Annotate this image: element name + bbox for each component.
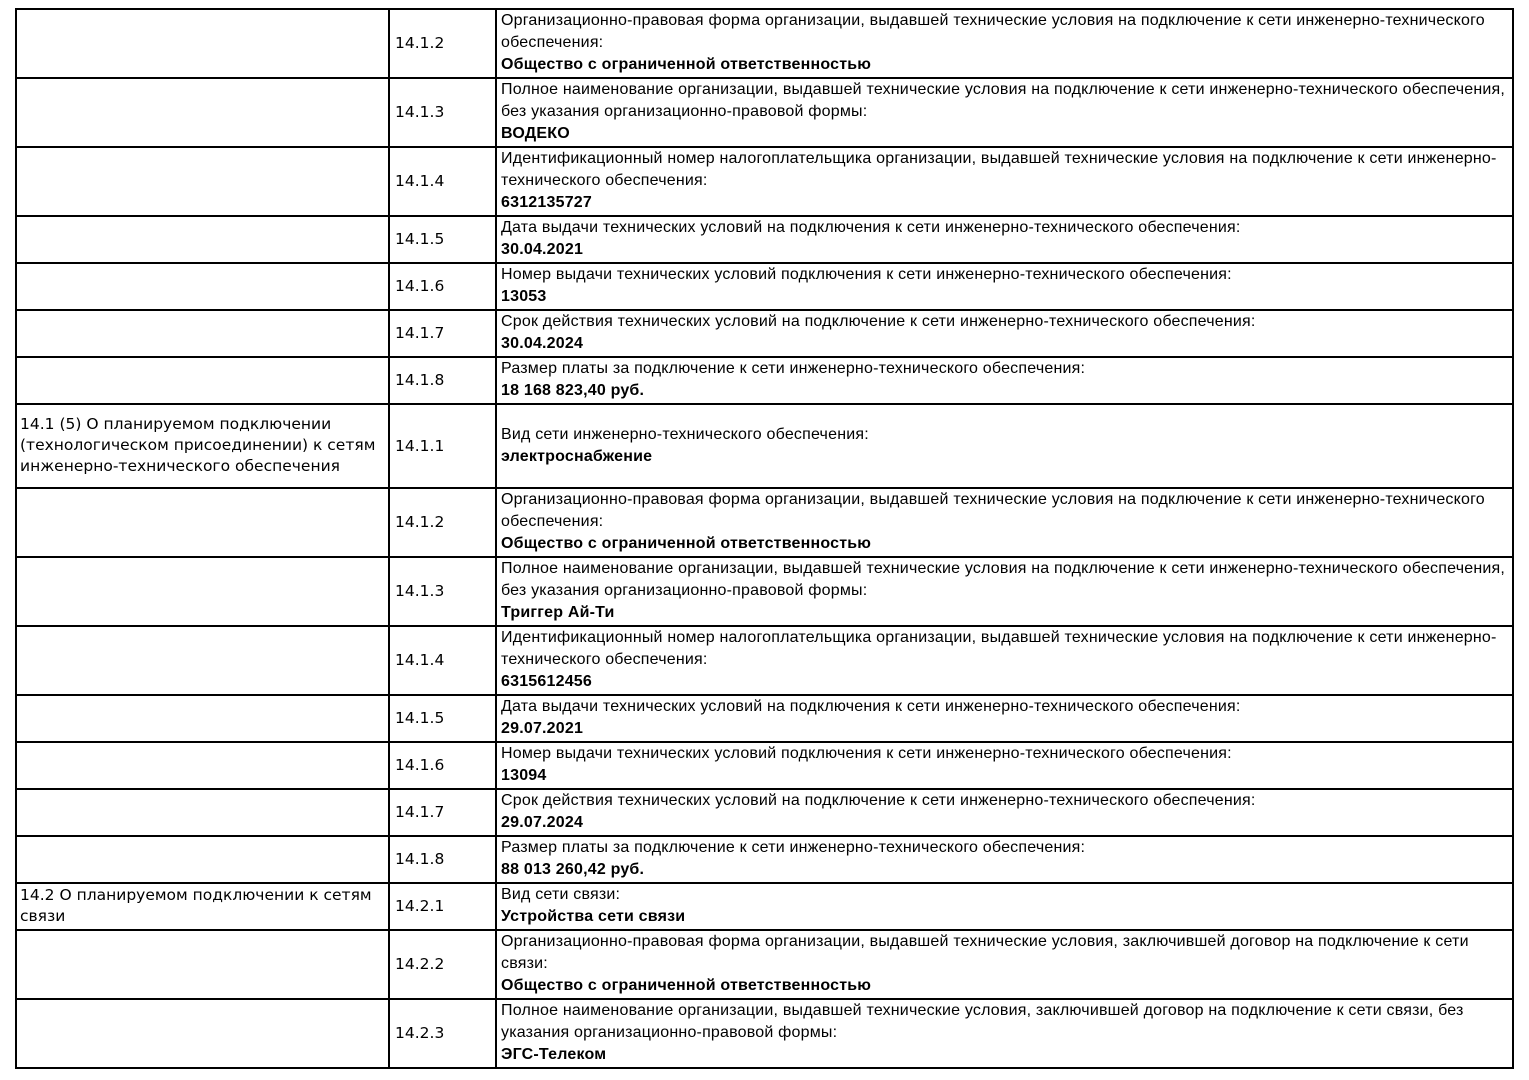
field-label: Вид сети связи: (501, 886, 621, 903)
item-number-cell: 14.1.2 (389, 488, 496, 557)
content-cell (496, 930, 1513, 999)
field-value: 88 013 260,42 руб. (501, 861, 645, 878)
field-label: Размер платы за подключение к сети инженерно-технического обеспечения: (501, 839, 1086, 856)
field-label: Полное наименование организации, выдавшей технические условия, заключившей договор на подключение к сети связи, без указания организационно-правовой формы: (501, 1002, 1464, 1041)
field-value: 30.04.2021 (501, 241, 584, 258)
item-number-cell: 14.1.6 (389, 742, 496, 789)
field-label: Полное наименование организации, выдавшей технические условия на подключение к сети инженерно-технического обеспечения, без указания организационно-правовой формы: (501, 81, 1506, 120)
item-number-cell: 14.1.6 (389, 263, 496, 310)
field-label: Размер платы за подключение к сети инженерно-технического обеспечения: (501, 360, 1086, 377)
item-number-cell: 14.1.3 (389, 557, 496, 626)
content-cell (496, 557, 1513, 626)
table-row (16, 404, 1513, 488)
content-cell (496, 310, 1513, 357)
field-value: 18 168 823,40 руб. (501, 382, 645, 399)
section-title-cell (16, 742, 389, 789)
field-value: 29.07.2021 (501, 720, 584, 737)
content-cell (496, 404, 1513, 488)
content-cell (496, 695, 1513, 742)
declaration-table-body (16, 9, 1513, 1068)
section-title-cell (16, 216, 389, 263)
field-value: 30.04.2024 (501, 335, 584, 352)
field-value: ВОДЕКО (501, 125, 570, 142)
item-number-cell: 14.1.4 (389, 147, 496, 216)
item-number-cell: 14.2.2 (389, 930, 496, 999)
section-title-cell: 14.1 (5) О планируемом подключении (технологическом присоединении) к сетям инженерно-технического обеспечения (16, 404, 389, 488)
field-value: 13094 (501, 767, 547, 784)
field-label: Вид сети инженерно-технического обеспечения: (501, 425, 869, 443)
section-title-cell (16, 557, 389, 626)
item-number-cell: 14.1.7 (389, 310, 496, 357)
table-row (16, 488, 1513, 557)
item-number-cell: 14.1.8 (389, 357, 496, 404)
item-number-cell: 14.1.8 (389, 836, 496, 883)
item-number-cell: 14.1.5 (389, 216, 496, 263)
item-number-cell: 14.1.1 (389, 404, 496, 488)
field-value: 6315612456 (501, 673, 592, 690)
declaration-table (15, 8, 1514, 1069)
content-cell (496, 488, 1513, 557)
table-row (16, 883, 1513, 930)
field-value: 29.07.2024 (501, 814, 584, 831)
content-cell (496, 263, 1513, 310)
field-value: электроснабжение (501, 447, 653, 465)
field-label: Номер выдачи технических условий подключения к сети инженерно-технического обеспечения: (501, 745, 1232, 762)
item-number-cell: 14.1.3 (389, 78, 496, 147)
content-cell (496, 216, 1513, 263)
content-cell (496, 147, 1513, 216)
table-row (16, 557, 1513, 626)
table-row (16, 9, 1513, 78)
section-title-cell (16, 695, 389, 742)
content-cell (496, 742, 1513, 789)
section-title-cell (16, 930, 389, 999)
content-cell (496, 883, 1513, 930)
table-row (16, 626, 1513, 695)
section-title-cell (16, 836, 389, 883)
content-cell (496, 9, 1513, 78)
item-number-cell: 14.2.1 (389, 883, 496, 930)
table-row (16, 930, 1513, 999)
section-title-cell (16, 999, 389, 1068)
table-row (16, 836, 1513, 883)
table-row (16, 357, 1513, 404)
field-value: ЭГС-Телеком (501, 1046, 607, 1063)
section-title-cell (16, 789, 389, 836)
content-cell (496, 836, 1513, 883)
content-cell (496, 626, 1513, 695)
field-label: Идентификационный номер налогоплательщика организации, выдавшей технические условия на подключение к сети инженерно-технического обеспечения: (501, 150, 1497, 189)
field-value: Триггер Ай-Ти (501, 604, 615, 621)
item-number-cell: 14.1.7 (389, 789, 496, 836)
field-label: Дата выдачи технических условий на подключения к сети инженерно-технического обеспечения: (501, 698, 1241, 715)
section-title-cell (16, 626, 389, 695)
field-value: 6312135727 (501, 194, 592, 211)
field-value: Общество с ограниченной ответственностью (501, 56, 872, 73)
field-label: Срок действия технических условий на подключение к сети инженерно-технического обеспечения: (501, 313, 1256, 330)
field-label: Идентификационный номер налогоплательщика организации, выдавшей технические условия на подключение к сети инженерно-технического обеспечения: (501, 629, 1497, 668)
field-value: 13053 (501, 288, 547, 305)
section-title-cell (16, 357, 389, 404)
section-title-cell: 14.2 О планируемом подключении к сетям связи (16, 883, 389, 930)
field-label: Организационно-правовая форма организации, выдавшей технические условия, заключившей договор на подключение к сети связи: (501, 933, 1469, 972)
content-cell (496, 999, 1513, 1068)
table-row (16, 695, 1513, 742)
item-number-cell: 14.1.2 (389, 9, 496, 78)
field-value: Общество с ограниченной ответственностью (501, 977, 872, 994)
field-value: Устройства сети связи (501, 908, 686, 925)
table-row (16, 789, 1513, 836)
field-label: Номер выдачи технических условий подключения к сети инженерно-технического обеспечения: (501, 266, 1232, 283)
item-number-cell: 14.1.5 (389, 695, 496, 742)
field-label: Дата выдачи технических условий на подключения к сети инженерно-технического обеспечения: (501, 219, 1241, 236)
table-row (16, 999, 1513, 1068)
section-title-cell (16, 310, 389, 357)
field-label: Организационно-правовая форма организации, выдавшей технические условия на подключение к сети инженерно-технического обеспечения: (501, 491, 1485, 530)
content-cell (496, 78, 1513, 147)
field-label: Полное наименование организации, выдавшей технические условия на подключение к сети инженерно-технического обеспечения, без указания организационно-правовой формы: (501, 560, 1506, 599)
table-row (16, 78, 1513, 147)
content-cell (496, 789, 1513, 836)
field-value: Общество с ограниченной ответственностью (501, 535, 872, 552)
item-number-cell: 14.2.3 (389, 999, 496, 1068)
item-number-cell: 14.1.4 (389, 626, 496, 695)
table-row (16, 742, 1513, 789)
table-row (16, 147, 1513, 216)
section-title-cell (16, 78, 389, 147)
table-row (16, 310, 1513, 357)
section-title-cell (16, 488, 389, 557)
section-title-cell (16, 263, 389, 310)
section-title-cell (16, 147, 389, 216)
field-label: Срок действия технических условий на подключение к сети инженерно-технического обеспечения: (501, 792, 1256, 809)
field-label: Организационно-правовая форма организации, выдавшей технические условия на подключение к сети инженерно-технического обеспечения: (501, 12, 1485, 51)
table-row (16, 263, 1513, 310)
table-row (16, 216, 1513, 263)
content-cell (496, 357, 1513, 404)
section-title-cell (16, 9, 389, 78)
